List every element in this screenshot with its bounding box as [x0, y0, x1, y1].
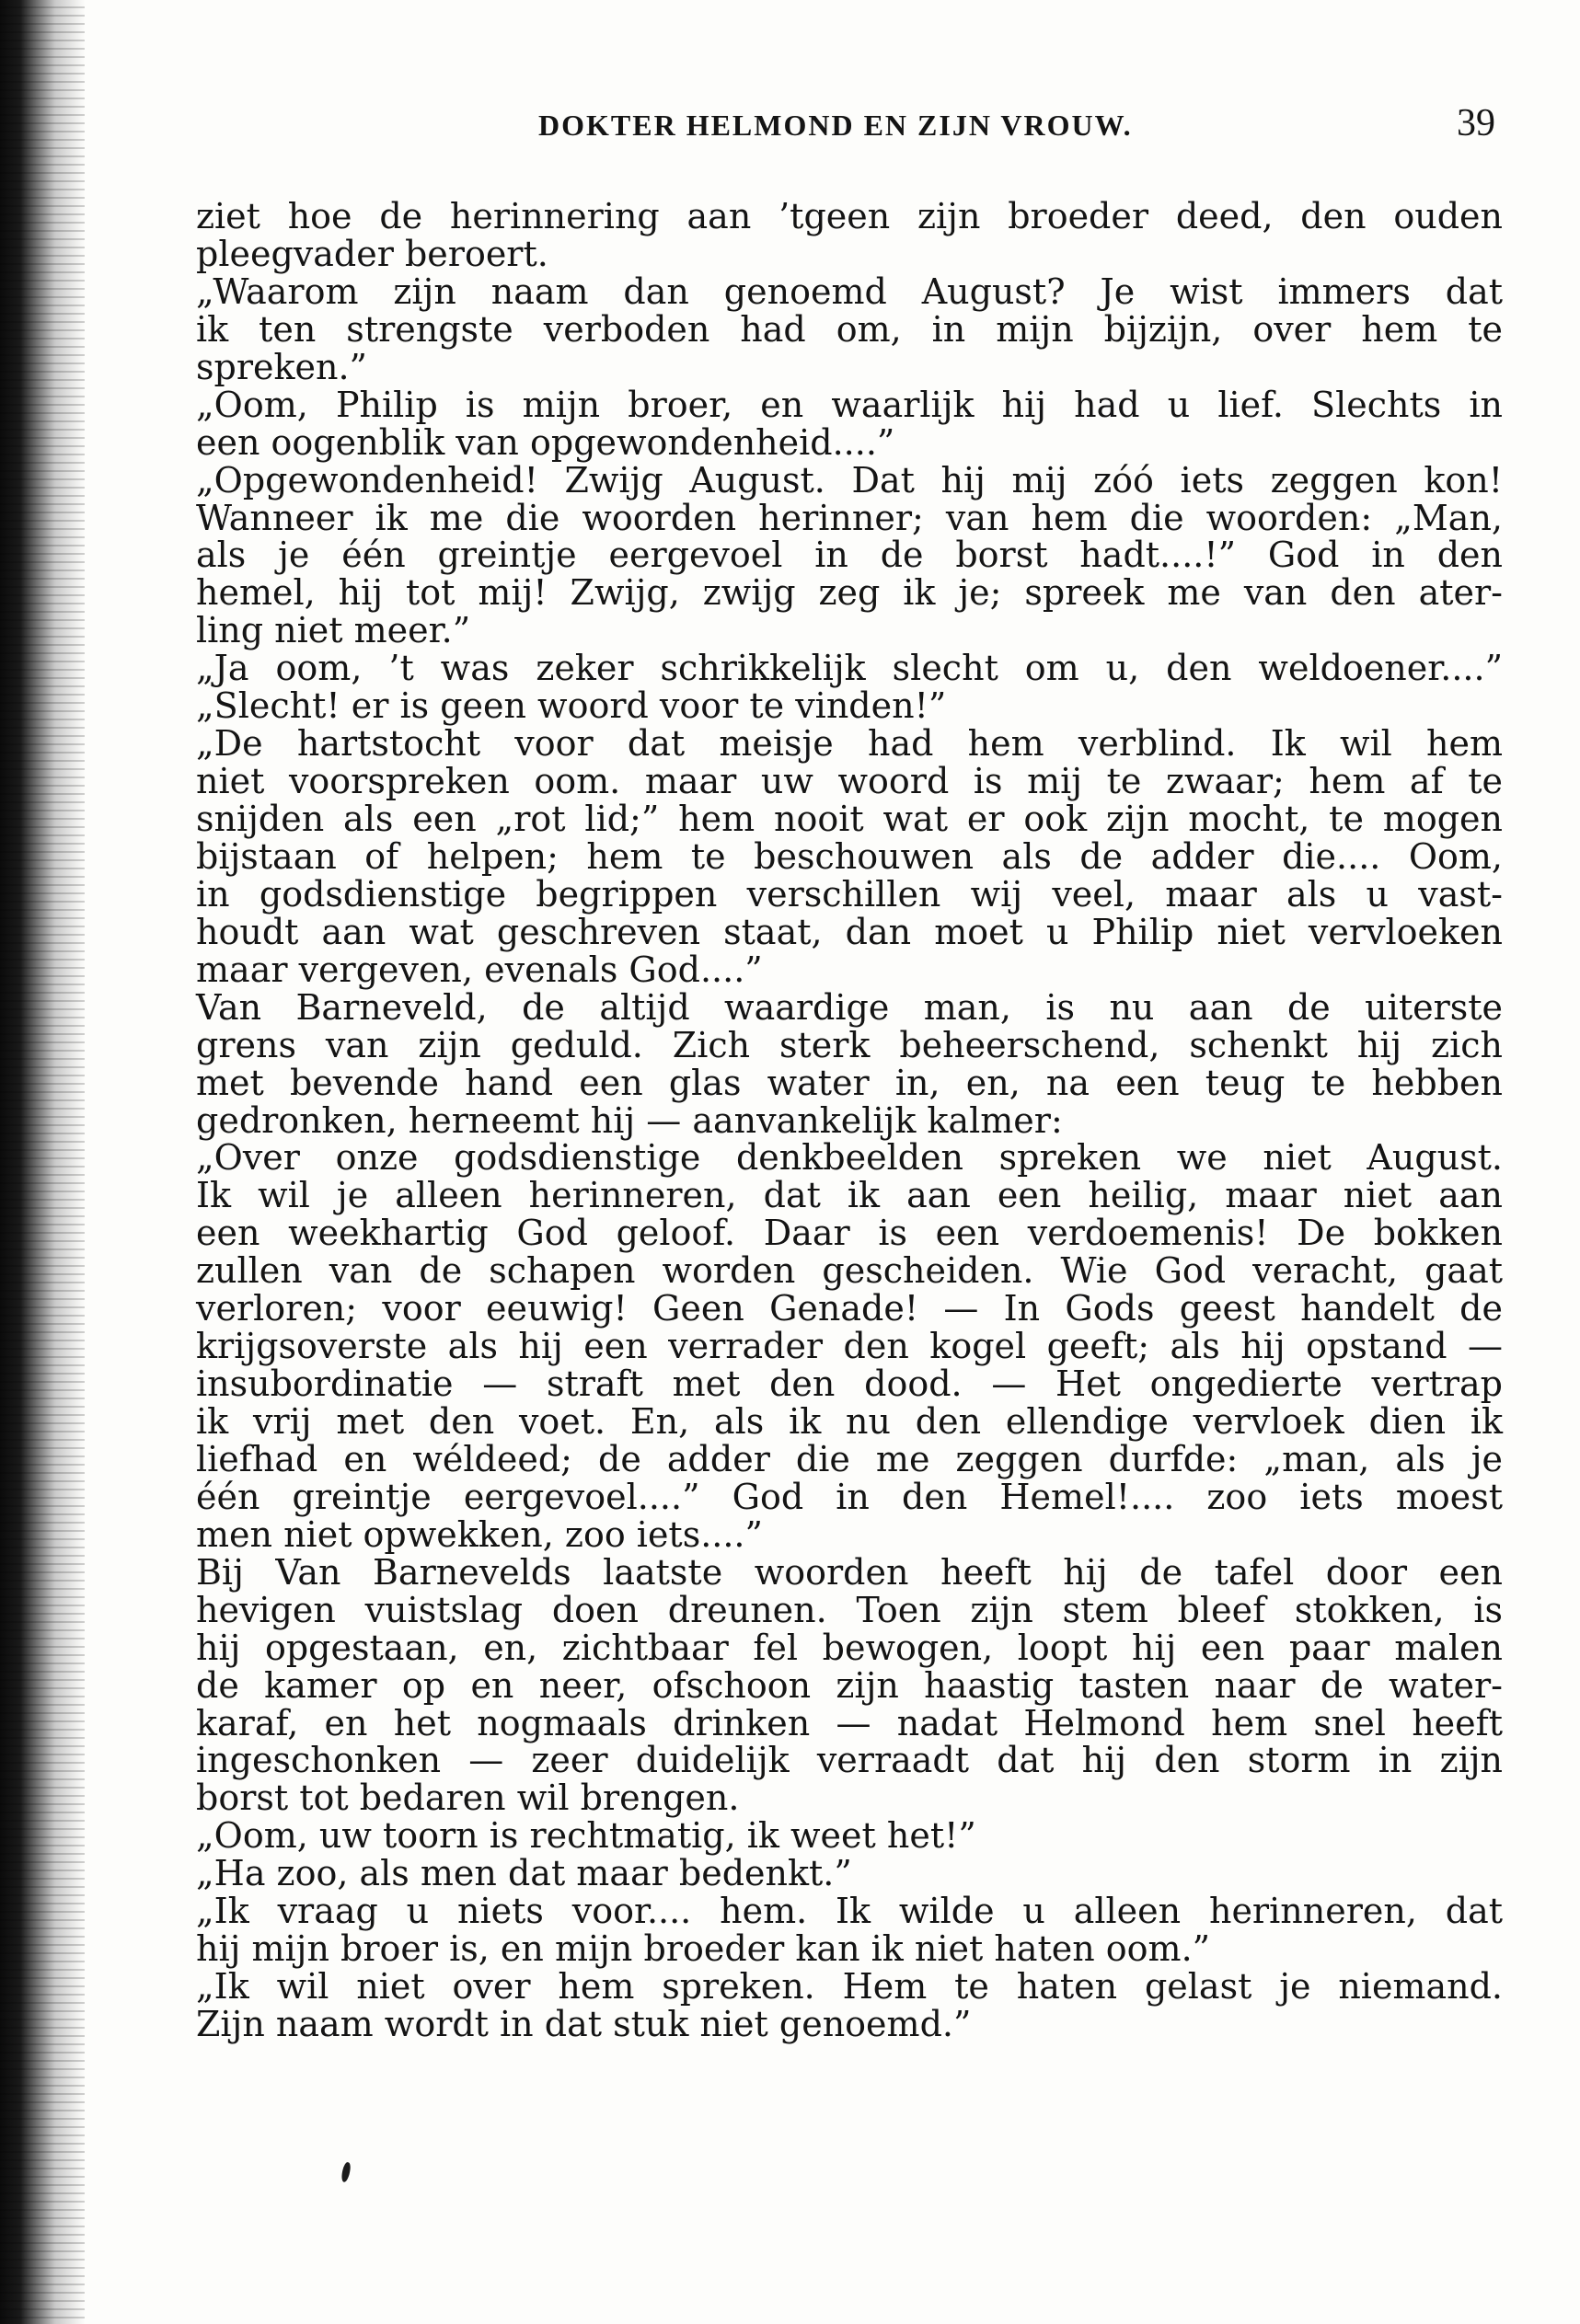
text-line: in godsdienstige begrippen verschillen wij veel, maar als u vast-	[196, 873, 1503, 915]
text-line: „De hartstocht voor dat meisje had hem verblind. Ik wil hem	[196, 723, 1503, 765]
text-line: een weekhartig God geloof. Daar is een verdoemenis! De bokken	[196, 1213, 1503, 1254]
text-line: Zijn naam wordt in dat stuk niet genoemd.”	[196, 2004, 972, 2044]
ink-mark	[340, 2161, 352, 2182]
text-line: snijden als een „rot lid;” hem nooit wat er ook zijn mocht, te mogen	[196, 799, 1503, 839]
text-line: spreken.”	[196, 346, 367, 387]
text-line: „Slecht! er is geen woord voor te vinden!”	[196, 685, 947, 727]
text-line: ik ten strengste verboden had om, in mijn bijzijn, over hem te	[196, 308, 1503, 350]
text-line: „Ik wil niet over hem spreken. Hem te haten gelast je niemand.	[196, 1966, 1503, 2008]
book-binding-edge	[0, 0, 85, 2324]
text-line: liefhad en wéldeed; de adder die me zeggen durfde: „man, als je	[196, 1438, 1503, 1479]
page-number: 39	[1457, 102, 1495, 144]
text-line: als je één greintje eergevoel in de borst hadt....!” God in den	[196, 535, 1503, 576]
text-line: ling niet meer.”	[196, 610, 471, 651]
text-line: niet voorspreken oom. maar uw woord is mij te zwaar; hem af te	[196, 761, 1503, 802]
text-line: krijgsoverste als hij een verrader den kogel geeft; als hij opstand —	[196, 1326, 1503, 1367]
text-line: hij mijn broer is, en mijn broeder kan ik niet haten oom.”	[196, 1928, 1211, 1970]
running-head	[538, 101, 1514, 156]
text-line: „Waarom zijn naam dan genoemd August? Je wist immers dat	[196, 270, 1503, 312]
text-line: een oogenblik van opgewondenheid....”	[196, 421, 895, 463]
text-line: „Ik vraag u niets voor.... hem. Ik wilde u alleen herinneren, dat	[196, 1891, 1503, 1932]
text-line: verloren; voor eeuwig! Geen Genade! — In Gods geest handelt de	[196, 1288, 1503, 1329]
running-title: DOKTER HELMOND EN ZIJN VROUW.	[538, 109, 1133, 142]
text-line: Bij Van Barnevelds laatste woorden heeft hij de tafel door een	[196, 1551, 1503, 1593]
text-line: pleegvader beroert.	[196, 233, 548, 274]
text-line: houdt aan wat geschreven staat, dan moet u Philip niet vervloeken	[196, 911, 1503, 952]
text-line: „Ha zoo, als men dat maar bedenkt.”	[196, 1853, 852, 1894]
text-line: Ik wil je alleen herinneren, dat ik aan een heilig, maar niet aan	[196, 1175, 1503, 1216]
text-line: maar vergeven, evenals God....”	[196, 949, 763, 990]
text-line: ingeschonken — zeer duidelijk verraadt dat hij den storm in zijn	[196, 1740, 1503, 1781]
text-line: hemel, hij tot mij! Zwijg, zwijg zeg ik je; spreek me van den ater-	[196, 572, 1503, 614]
text-line: grens van zijn geduld. Zich sterk beheerschend, schenkt hij zich	[196, 1024, 1503, 1065]
text-line: één greintje eergevoel....” God in den Hemel!.... zoo iets moest	[196, 1476, 1503, 1517]
text-line: ziet hoe de herinnering aan ’tgeen zijn broeder deed, den ouden	[196, 196, 1503, 236]
text-line: „Oom, Philip is mijn broer, en waarlijk hij had u lief. Slechts in	[196, 384, 1503, 425]
text-line: „Over onze godsdienstige denkbeelden spreken we niet August.	[196, 1137, 1503, 1179]
text-line: „Ja oom, ’t was zeker schrikkelijk slecht om u, den weldoener....”	[196, 648, 1503, 689]
text-line: insubordinatie — straft met den dood. — Het ongedierte vertrap	[196, 1363, 1503, 1405]
text-line: met bevende hand een glas water in, en, na een teug te hebben	[196, 1062, 1503, 1103]
text-line: Wanneer ik me die woorden herinner; van hem die woorden: „Man,	[196, 497, 1503, 538]
text-line: borst tot bedaren wil brengen.	[196, 1778, 740, 1819]
text-line: men niet opwekken, zoo iets....”	[196, 1513, 763, 1555]
text-line: hij opgestaan, en, zichtbaar fel bewogen, loopt hij een paar malen	[196, 1627, 1503, 1668]
text-line: „Opgewondenheid! Zwijg August. Dat hij mij zóó iets zeggen kon!	[196, 459, 1503, 500]
text-line: gedronken, herneemt hij — aanvankelijk kalmer:	[196, 1099, 1063, 1141]
text-line: Van Barneveld, de altijd waardige man, is nu aan de uiterste	[196, 986, 1503, 1028]
text-line: karaf, en het nogmaals drinken — nadat Helmond hem snel heeft	[196, 1702, 1503, 1743]
text-line: ik vrij met den voet. En, als ik nu den ellendige vervloek dien ik	[196, 1401, 1503, 1442]
text-line: de kamer op en neer, ofschoon zijn haastig tasten naar de water-	[196, 1664, 1503, 1706]
text-line: bijstaan of helpen; hem te beschouwen als de adder die.... Oom,	[196, 835, 1503, 877]
text-line: „Oom, uw toorn is rechtmatig, ik weet het!”	[196, 1815, 976, 1857]
text-line: zullen van de schapen worden gescheiden. Wie God veracht, gaat	[196, 1250, 1503, 1292]
body-text	[196, 198, 1503, 2043]
text-line: hevigen vuistslag doen dreunen. Toen zijn stem bleef stokken, is	[196, 1589, 1503, 1630]
